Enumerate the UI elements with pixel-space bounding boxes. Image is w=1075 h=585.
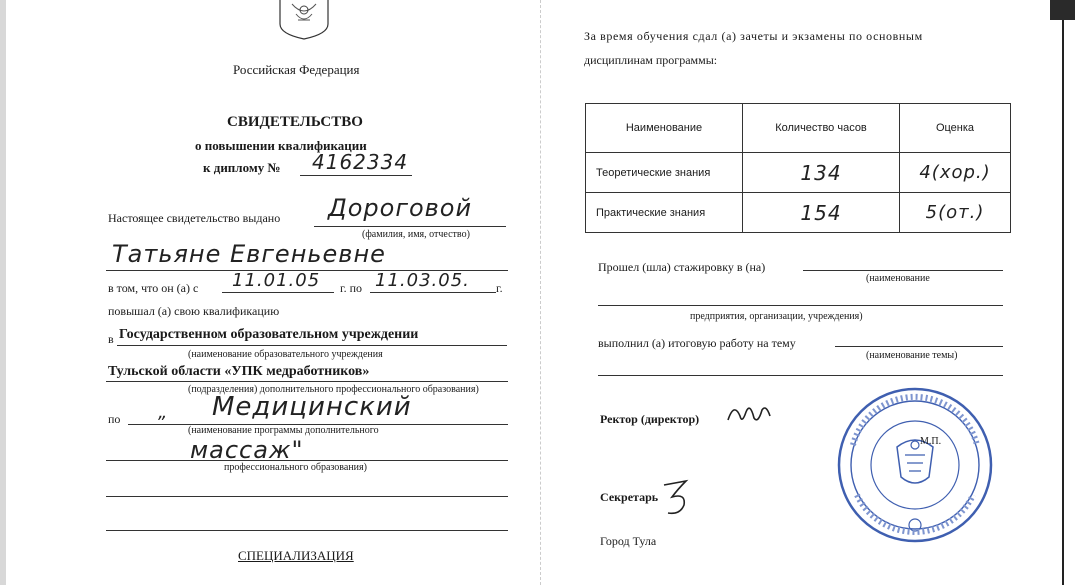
- rector-signature-icon: [724, 398, 776, 428]
- program-prefix: по: [108, 412, 121, 426]
- header-grade: Оценка: [900, 104, 1011, 153]
- document-subtitle: о повышении квалификации: [195, 138, 367, 153]
- seal-mark: М.П.: [920, 436, 942, 447]
- date-to: 11.03.05.: [375, 270, 470, 291]
- secretary-signature-icon: [658, 475, 698, 519]
- header-name: Наименование: [586, 104, 743, 153]
- country-name: Российская Федерация: [233, 62, 360, 77]
- recipient-surname: Дороговой: [328, 194, 473, 222]
- institution-hint: (наименование образовательного учреждения: [188, 349, 383, 360]
- subdivision-hint: (подразделения) дополнительного профессионального образования): [188, 384, 479, 395]
- internship-hint: (наименование: [866, 273, 930, 284]
- date-suffix: г.: [496, 281, 503, 295]
- row-grade: 4(хор.): [919, 162, 991, 183]
- table-header-row: [586, 104, 1011, 153]
- rector-label: Ректор (директор): [600, 412, 700, 426]
- program-name-line-1: Медицинский: [212, 392, 412, 422]
- row-name: Теоретические знания: [586, 153, 743, 193]
- row-hours: 134: [800, 160, 842, 185]
- program-hint-2: профессионального образования): [224, 462, 367, 473]
- exams-intro-line-1: За время обучения сдал (а) зачеты и экзамены по основным: [584, 29, 923, 43]
- table-row: [586, 153, 1011, 193]
- official-seal-icon: [835, 385, 995, 545]
- issued-to-label: Настоящее свидетельство выдано: [108, 211, 281, 225]
- date-from: 11.01.05: [232, 270, 321, 291]
- program-open-quote: „: [158, 402, 169, 423]
- program-name-line-2: массаж": [190, 436, 304, 464]
- table-row: [586, 193, 1011, 233]
- diploma-number: 4162334: [312, 150, 409, 174]
- date-mid-label: г. по: [340, 281, 362, 295]
- specialization-heading: СПЕЦИАЛИЗАЦИЯ: [238, 548, 354, 563]
- header-hours: Количество часов: [743, 104, 900, 153]
- page-fold: [540, 0, 541, 585]
- row-hours: 154: [800, 200, 842, 225]
- coat-of-arms-emblem: [272, 0, 336, 40]
- row-name: Практические знания: [586, 193, 743, 233]
- recipient-given-names: Татьяне Евгеньевне: [112, 240, 386, 268]
- institution-line-1: Государственном образовательном учреждении: [119, 327, 419, 342]
- exams-intro-line-2: дисциплинам программы:: [584, 53, 718, 67]
- program-hint: (наименование программы дополнительного: [188, 425, 379, 436]
- internship-hint-2: предприятия, организации, учреждения): [690, 311, 863, 322]
- diploma-label: к диплому №: [203, 160, 281, 175]
- corner-shadow: [1050, 0, 1075, 20]
- in-that-label: в том, что он (а) с: [108, 281, 199, 295]
- internship-label: Прошел (шла) стажировку в (на): [598, 260, 766, 274]
- name-hint: (фамилия, имя, отчество): [362, 229, 470, 240]
- grades-table: [585, 103, 1011, 233]
- secretary-label: Секретарь: [600, 490, 659, 504]
- final-work-label: выполнил (а) итоговую работу на тему: [598, 336, 796, 350]
- row-grade: 5(от.): [925, 202, 985, 223]
- institution-line-2: Тульской области «УПК медработников»: [108, 364, 370, 379]
- raised-qualification-label: повышал (а) свою квалификацию: [108, 304, 280, 318]
- final-work-hint: (наименование темы): [866, 350, 958, 361]
- scan-edge: [0, 0, 6, 585]
- city-label: Город Тула: [600, 534, 657, 548]
- in-prefix: в: [108, 332, 114, 346]
- document-title: СВИДЕТЕЛЬСТВО: [227, 114, 363, 130]
